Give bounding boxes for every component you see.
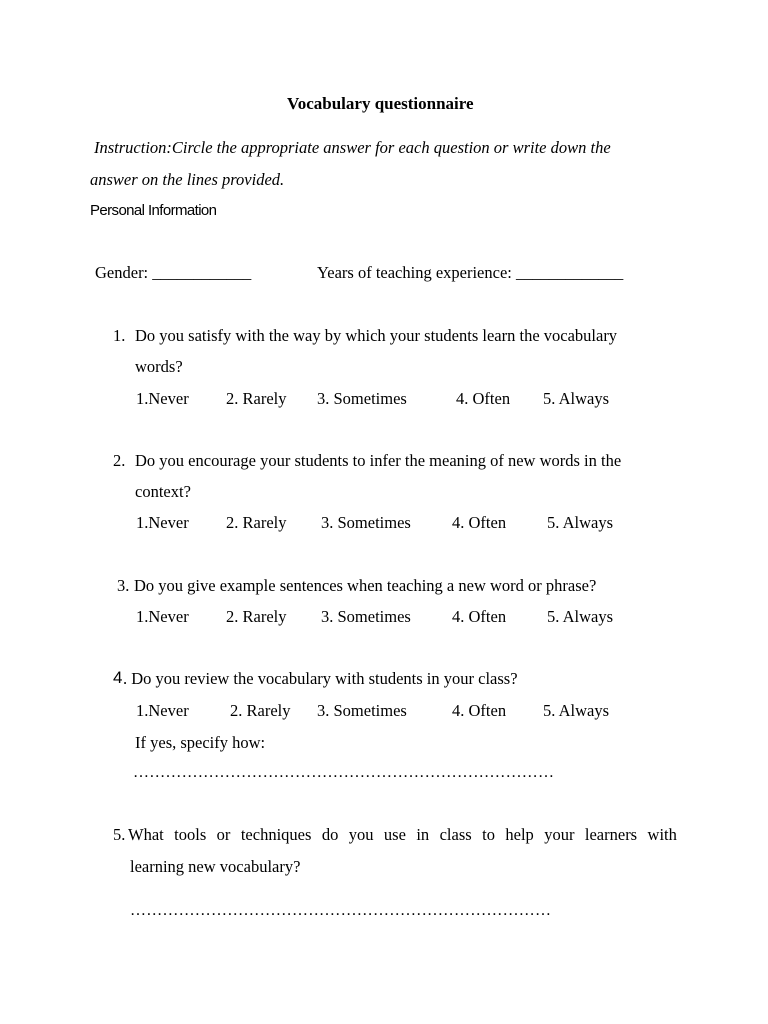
question-5-answer-line[interactable]: ……………………………………………………………………: [130, 902, 552, 919]
q5-word: or: [216, 825, 231, 844]
q4-option-never[interactable]: 1.Never: [136, 701, 189, 720]
q5-word: with: [647, 825, 677, 844]
q5-word: learners: [584, 825, 638, 844]
personal-info-heading: Personal Information: [90, 202, 217, 219]
q3-option-often[interactable]: 4. Often: [452, 607, 507, 626]
experience-field: Years of teaching experience: _____________: [317, 263, 624, 282]
gender-field: Gender: ____________: [95, 263, 252, 282]
q5-word: in: [416, 825, 430, 844]
q4-option-rarely[interactable]: 2. Rarely: [230, 701, 291, 720]
q3-option-sometimes[interactable]: 3. Sometimes: [321, 607, 411, 626]
q1-option-sometimes[interactable]: 3. Sometimes: [317, 389, 407, 408]
q5-word: class: [439, 825, 472, 844]
instruction-line-1: Instruction:Circle the appropriate answer for each question or write down the: [94, 138, 611, 157]
instruction-line-2: answer on the lines provided.: [90, 170, 285, 189]
question-1-text-cont: words?: [135, 357, 183, 376]
q5-word: tools: [174, 825, 207, 844]
question-2-number: 2.: [113, 451, 126, 470]
question-4-answer-line[interactable]: ……………………………………………………………………: [133, 764, 555, 781]
question-1-number: 1.: [113, 326, 126, 345]
q2-option-always[interactable]: 5. Always: [547, 513, 613, 532]
q5-word: techniques: [240, 825, 312, 844]
question-3-text: Do you give example sentences when teaching a new word or phrase?: [134, 576, 597, 595]
q1-option-always[interactable]: 5. Always: [543, 389, 609, 408]
question-4-text: . Do you review the vocabulary with students in your class?: [123, 669, 518, 688]
q3-option-never[interactable]: 1.Never: [136, 607, 189, 626]
question-3-number: 3.: [117, 576, 130, 595]
question-4-followup: If yes, specify how:: [135, 733, 266, 752]
q4-option-always[interactable]: 5. Always: [543, 701, 609, 720]
q5-word: help: [505, 825, 534, 844]
q1-option-never[interactable]: 1.Never: [136, 389, 189, 408]
q4-option-sometimes[interactable]: 3. Sometimes: [317, 701, 407, 720]
q5-word: What: [128, 825, 164, 844]
question-5-number: 5.: [113, 825, 126, 844]
question-2-text: Do you encourage your students to infer the meaning of new words in the: [135, 451, 622, 470]
question-1-text: Do you satisfy with the way by which your students learn the vocabulary: [135, 326, 618, 345]
q2-option-often[interactable]: 4. Often: [452, 513, 507, 532]
question-5-text: [128, 825, 677, 845]
q5-word: do: [321, 825, 339, 844]
question-2-text-cont: context?: [135, 482, 191, 501]
q5-word: use: [383, 825, 406, 844]
question-4-number: 4: [113, 668, 123, 687]
q3-option-rarely[interactable]: 2. Rarely: [226, 607, 287, 626]
q3-option-always[interactable]: 5. Always: [547, 607, 613, 626]
page-title: Vocabulary questionnaire: [287, 94, 474, 113]
q4-option-often[interactable]: 4. Often: [452, 701, 507, 720]
q2-option-sometimes[interactable]: 3. Sometimes: [321, 513, 411, 532]
q1-option-often[interactable]: 4. Often: [456, 389, 511, 408]
q2-option-rarely[interactable]: 2. Rarely: [226, 513, 287, 532]
q2-option-never[interactable]: 1.Never: [136, 513, 189, 532]
question-5-text-cont: learning new vocabulary?: [130, 857, 301, 876]
q5-word: you: [348, 825, 374, 844]
q5-word: your: [544, 825, 575, 844]
q1-option-rarely[interactable]: 2. Rarely: [226, 389, 287, 408]
q5-word: to: [482, 825, 495, 844]
